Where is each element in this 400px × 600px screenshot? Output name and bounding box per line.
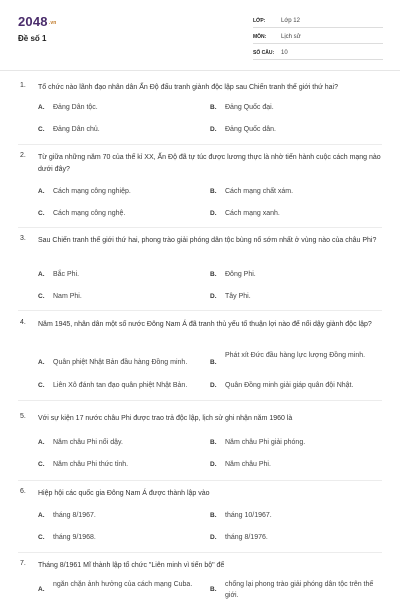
question-divider [18, 400, 382, 401]
question-number: 6. [20, 488, 26, 495]
meta-row-subject [253, 30, 383, 44]
option-text: Năm châu Phi giải phóng. [225, 439, 306, 446]
meta-value: 10 [281, 49, 288, 56]
logo-domain: .vn [48, 19, 57, 26]
option-text: Quân Đồng minh giải giáp quân đội Nhật. [225, 382, 354, 389]
option-letter: B. [210, 512, 217, 519]
question-divider [18, 480, 382, 481]
option-letter: C. [38, 382, 45, 389]
option-letter: D. [210, 210, 217, 217]
option-text: tháng 8/1967. [53, 512, 96, 519]
option-letter: B. [210, 439, 217, 446]
question-divider [18, 552, 382, 553]
option-text: Quân phiệt Nhật Bản đầu hàng Đồng minh. [53, 359, 188, 366]
question-text: Năm 1945, nhân dân một số nước Đông Nam Á đã tranh thủ yếu tố thuận lợi nào để nổi dậy giành độc lập? [38, 321, 372, 328]
option-text: Đông Phi. [225, 271, 256, 278]
question-text: Hiệp hội các quốc gia Đông Nam Á được thành lập vào [38, 490, 210, 497]
option-text: Tây Phi. [225, 293, 251, 300]
option-text: Phát xít Đức đầu hàng lực lượng Đồng minh. [225, 352, 366, 359]
question-number: 2. [20, 152, 26, 159]
option-text: Năm châu Phi nổi dậy. [53, 439, 123, 446]
meta-value: Lịch sử [281, 33, 301, 40]
question-divider [18, 310, 382, 311]
option-letter: A. [38, 439, 45, 446]
option-text: Nam Phi. [53, 293, 82, 300]
option-text: tháng 9/1968. [53, 534, 96, 541]
question-number: 3. [20, 235, 26, 242]
question-number: 1. [20, 82, 26, 89]
option-letter: D. [210, 126, 217, 133]
question-text: Sau Chiến tranh thế giới thứ hai, phong trào giải phóng dân tộc bùng nổ sớm nhất ở vùng nào của châu Phi? [38, 237, 377, 244]
meta-key: MÔN: [253, 33, 267, 40]
option-text: Đảng Quốc dân. [225, 126, 276, 133]
option-text: Cách mạng xanh. [225, 210, 280, 217]
option-letter: A. [38, 188, 45, 195]
option-text: Đảng Quốc đại. [225, 104, 274, 111]
option-letter: C. [38, 210, 45, 217]
option-letter: A. [38, 512, 45, 519]
option-text: Cách mạng chất xám. [225, 188, 294, 195]
option-letter: B. [210, 188, 217, 195]
option-letter: A. [38, 271, 45, 278]
option-letter: C. [38, 126, 45, 133]
option-letter: C. [38, 461, 45, 468]
exam-meta [253, 14, 383, 62]
option-letter: B. [210, 359, 217, 366]
option-letter: B. [210, 104, 217, 111]
option-letter: A. [38, 104, 45, 111]
exam-title: Đề số 1 [18, 34, 47, 43]
option-letter: B. [210, 586, 217, 593]
meta-value: Lớp 12 [281, 17, 300, 24]
question-text: Tổ chức nào lãnh đạo nhân dân Ấn Độ đấu tranh giành độc lập sau Chiến tranh thế giới thứ hai? [38, 84, 339, 91]
option-text: tháng 8/1976. [225, 534, 268, 541]
option-text: Đảng Dân tộc. [53, 104, 98, 111]
meta-key: SỐ CÂU: [253, 49, 275, 56]
site-logo[interactable] [18, 14, 57, 29]
option-letter: A. [38, 586, 45, 593]
option-text: Đảng Dân chủ. [53, 126, 100, 133]
option-letter: C. [38, 534, 45, 541]
question-number: 7. [20, 560, 26, 567]
option-letter: A. [38, 359, 45, 366]
option-letter: D. [210, 293, 217, 300]
question-text: Tháng 8/1961 Mĩ thành lập tổ chức "Liên minh vì tiến bộ" để [38, 562, 225, 569]
option-letter: C. [38, 293, 45, 300]
option-text: tháng 10/1967. [225, 512, 272, 519]
option-text: Bắc Phi. [53, 271, 80, 278]
logo-text: 2048 [18, 14, 48, 29]
worksheet-header [0, 0, 400, 71]
option-letter: D. [210, 382, 217, 389]
option-letter: D. [210, 534, 217, 541]
option-text: ngăn chặn ảnh hưởng của cách mạng Cuba. [53, 581, 193, 588]
option-letter: D. [210, 461, 217, 468]
option-text: Cách mạng công nghiệp. [53, 188, 131, 195]
option-text: Liên Xô đánh tan đạo quân phiệt Nhật Bản. [53, 382, 188, 389]
question-text: Với sự kiện 17 nước châu Phi được trao trả độc lập, lịch sử ghi nhận năm 1960 là [38, 415, 293, 422]
question-divider [18, 227, 382, 228]
meta-row-count [253, 46, 383, 60]
meta-key: LỚP: [253, 17, 266, 24]
meta-row-class [253, 14, 383, 28]
question-text: Từ giữa những năm 70 của thế kỉ XX, Ấn Độ đã tự túc được lương thực là nhờ tiến hành cuộc cách mạng nào dưới đây? [38, 154, 381, 173]
option-text: Năm châu Phi thức tỉnh. [53, 461, 129, 468]
option-text: chống lại phong trào giải phóng dân tộc trên thế giới. [225, 581, 374, 599]
option-letter: B. [210, 271, 217, 278]
option-text: Cách mạng công nghệ. [53, 210, 126, 217]
question-divider [18, 144, 382, 145]
option-text: Năm châu Phi. [225, 461, 271, 468]
question-number: 4. [20, 319, 26, 326]
question-number: 5. [20, 413, 26, 420]
